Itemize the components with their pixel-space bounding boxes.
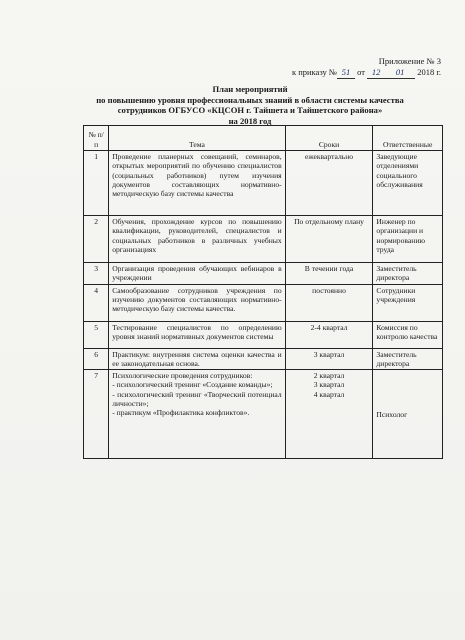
header-topic: Тема bbox=[109, 126, 285, 151]
row-terms: ежеквартально bbox=[285, 151, 373, 216]
table-row bbox=[84, 284, 443, 321]
row-number: 6 bbox=[84, 348, 109, 370]
document-title bbox=[60, 84, 440, 126]
table-row bbox=[84, 370, 443, 459]
plan-table bbox=[83, 125, 443, 459]
row-topic: Самообразование сотрудников учреждения по изучению документов составляющих нормативно-методическую базу системы качества. bbox=[109, 284, 285, 321]
topic-item: - психологический тренинг «Творческий потенциал личности»; bbox=[112, 389, 282, 409]
topic-item: - практикум «Профилактика конфликтов». bbox=[112, 408, 250, 418]
row-responsible: Заместитель директора bbox=[373, 263, 443, 285]
row-terms bbox=[285, 370, 373, 459]
order-prefix: к приказу № bbox=[291, 67, 337, 77]
row-number: 1 bbox=[84, 151, 109, 216]
date-prefix: от bbox=[357, 67, 365, 77]
appendix-header bbox=[292, 56, 441, 79]
row-terms: По отдельному плану bbox=[285, 216, 373, 263]
row-responsible: Комиссия по контролю качества bbox=[373, 321, 443, 348]
title-line-4: на 2018 год bbox=[228, 115, 272, 126]
table-row bbox=[84, 216, 443, 263]
row-topic: Организация проведения обучающих вебинаров в учреждении bbox=[109, 263, 285, 285]
row-responsible: Психолог bbox=[373, 370, 443, 459]
row-responsible: Инженер по организации и нормированию труда bbox=[373, 216, 443, 263]
title-line-2: по повышению уровня профессиональных знаний в области системы качества bbox=[96, 94, 404, 105]
topic-intro: Психологические проведения сотрудников: bbox=[112, 371, 253, 381]
row-number: 7 bbox=[84, 370, 109, 459]
title-line-1: План мероприятий bbox=[212, 84, 288, 94]
table-row bbox=[84, 321, 443, 348]
appendix-label: Приложение № 3 bbox=[378, 56, 441, 66]
row-responsible: Заведующие отделениями социального обслуживания bbox=[373, 151, 443, 216]
table-row bbox=[84, 348, 443, 370]
row-terms: постоянно bbox=[285, 284, 373, 321]
term-item: 2 квартал bbox=[313, 371, 345, 381]
row-terms: В течении года bbox=[285, 263, 373, 285]
row-topic: Обучения, прохождение курсов по повышению квалификации, руководителей, специалистов и социальных работников в различных учебных организациях bbox=[109, 216, 285, 263]
row-topic: Тестирование специалистов по определению уровня знаний нормативных документов системы bbox=[109, 321, 285, 348]
title-line-3: сотрудников ОГБУСО «КЦСОН г. Тайшета и Тайшетского района» bbox=[117, 105, 383, 115]
row-number: 5 bbox=[84, 321, 109, 348]
row-number: 4 bbox=[84, 284, 109, 321]
row-terms: 3 квартал bbox=[285, 348, 373, 370]
year-suffix: 2018 г. bbox=[417, 67, 441, 77]
row-terms: 2-4 квартал bbox=[285, 321, 373, 348]
table-header-row bbox=[84, 126, 443, 151]
topic-item: - психологический тренинг «Создание команды»; bbox=[112, 380, 273, 390]
order-number: 51 bbox=[337, 67, 355, 79]
term-item: 4 квартал bbox=[313, 389, 345, 399]
date-day: 12 bbox=[367, 67, 385, 79]
header-responsible: Ответственные bbox=[373, 126, 443, 151]
term-item: 3 квартал bbox=[313, 380, 345, 390]
row-number: 2 bbox=[84, 216, 109, 263]
header-num: № п/п bbox=[84, 126, 109, 151]
table-row bbox=[84, 151, 443, 216]
row-topic: Проведение планерных совещаний, семинаров, открытых мероприятий по обучению специалистов (социальных работников) путем изучения документов составляющих нормативно-методическую базу системы качества bbox=[109, 151, 285, 216]
row-responsible: Сотрудники учреждения bbox=[373, 284, 443, 321]
order-reference bbox=[292, 67, 441, 79]
date-month: 01 bbox=[385, 67, 415, 79]
row-topic bbox=[109, 370, 285, 459]
table-row bbox=[84, 263, 443, 285]
header-terms: Сроки bbox=[285, 126, 373, 151]
row-number: 3 bbox=[84, 263, 109, 285]
row-responsible: Заместитель директора bbox=[373, 348, 443, 370]
row-topic: Практикум: внутренняя система оценки качества и ее законодательная основа. bbox=[109, 348, 285, 370]
